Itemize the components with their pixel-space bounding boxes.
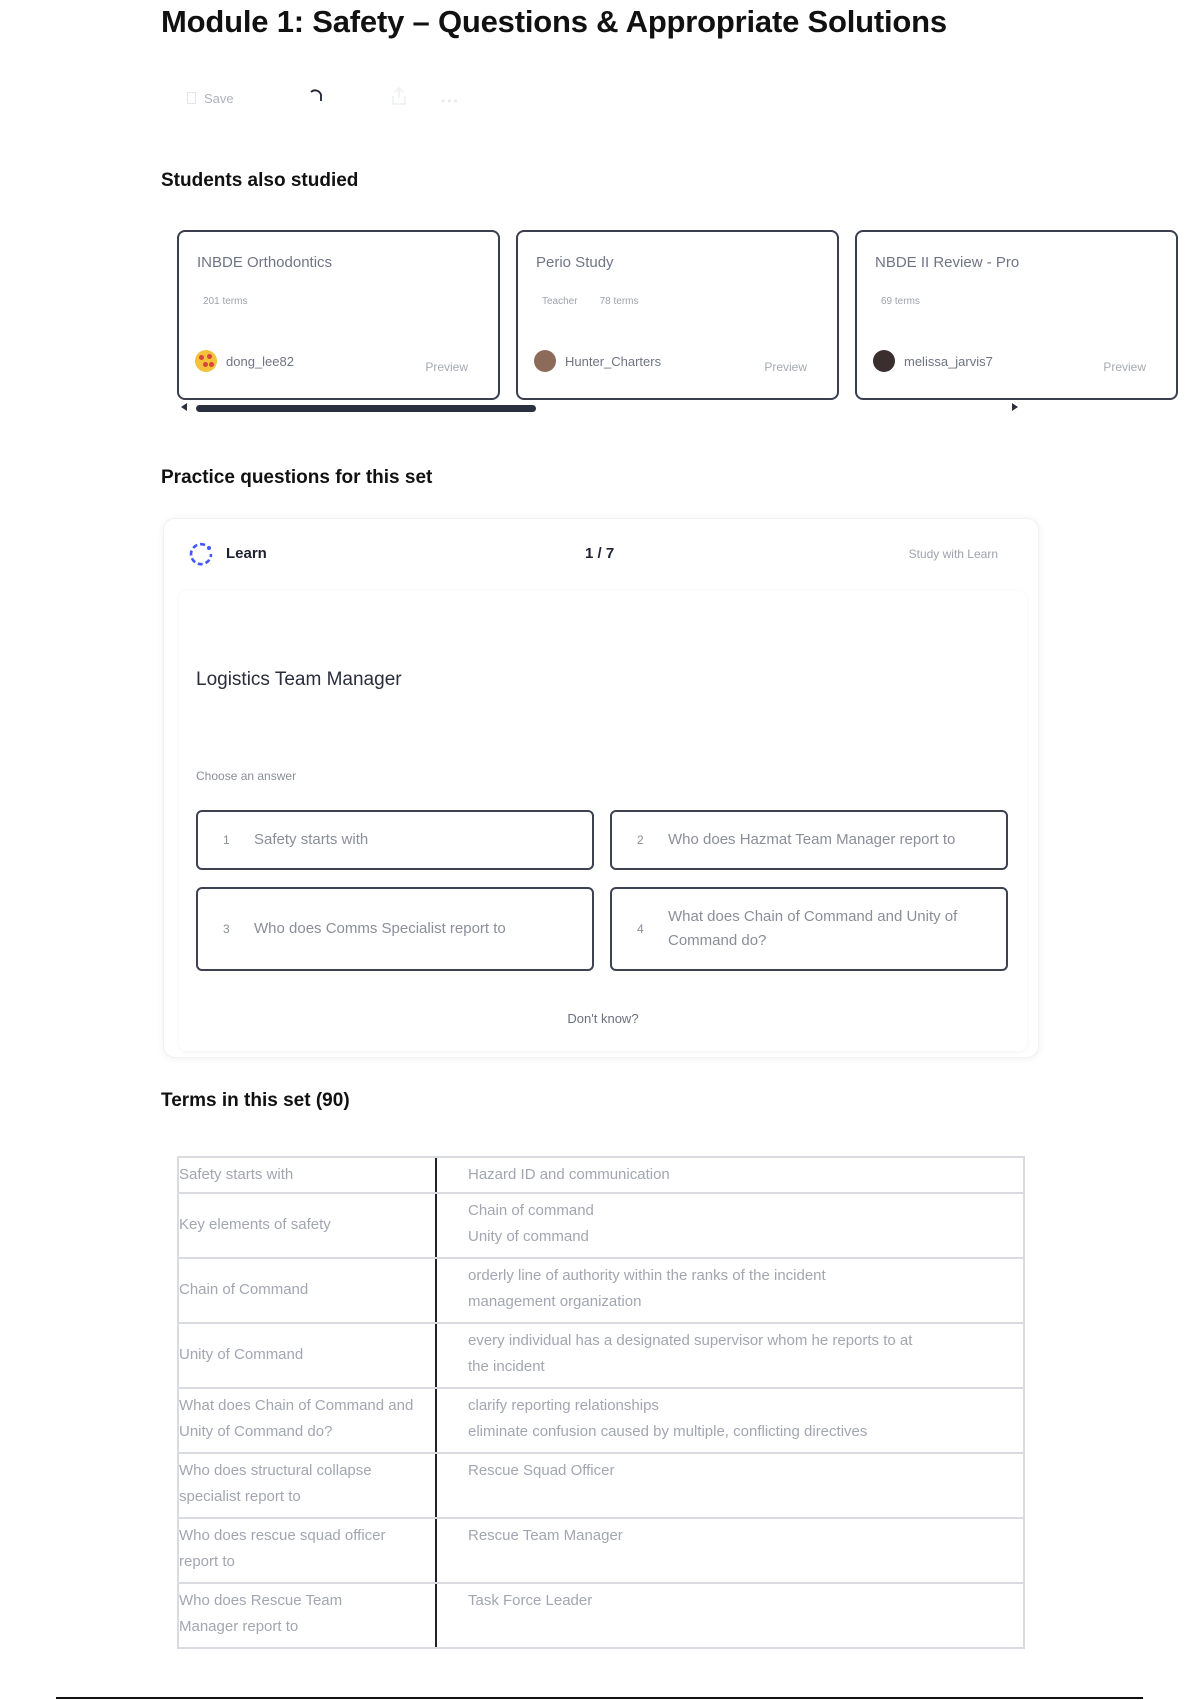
term-row xyxy=(177,1389,1025,1454)
set-toolbar xyxy=(183,86,460,110)
avatar xyxy=(534,350,556,372)
term-row xyxy=(177,1194,1025,1259)
scroll-left-icon[interactable] xyxy=(181,403,187,411)
option-number: 4 xyxy=(637,922,644,936)
answer-option-2[interactable] xyxy=(610,810,1008,870)
preview-button[interactable]: Preview xyxy=(764,360,807,374)
terms-heading: Terms in this set (90) xyxy=(161,1090,350,1111)
scroll-right-icon[interactable] xyxy=(1012,403,1018,411)
share-icon[interactable] xyxy=(390,86,408,106)
term-definition: Task Force Leader xyxy=(468,1592,593,1609)
term-word: Who does rescue squad officer report to xyxy=(179,1519,437,1582)
card-meta xyxy=(881,296,920,307)
study-set-card[interactable] xyxy=(516,230,839,400)
students-also-studied-heading: Students also studied xyxy=(161,170,359,191)
carousel-scrollbar[interactable] xyxy=(196,405,536,412)
term-count: 69 terms xyxy=(881,296,920,307)
term-word: Chain of Command xyxy=(179,1259,437,1322)
term-word: Key elements of safety xyxy=(179,1194,437,1257)
teacher-badge: Teacher xyxy=(542,296,578,307)
save-label: Save xyxy=(204,90,234,106)
study-set-card[interactable] xyxy=(177,230,500,400)
choose-answer-label: Choose an answer xyxy=(196,769,297,783)
avatar xyxy=(873,350,895,372)
save-button[interactable] xyxy=(183,91,238,106)
option-text: Who does Comms Specialist report to xyxy=(254,920,506,937)
term-word: Who does structural collapse specialist report to xyxy=(179,1454,437,1517)
term-count: 201 terms xyxy=(203,296,248,307)
term-word: Who does Rescue Team Manager report to xyxy=(179,1584,437,1647)
card-title: Perio Study xyxy=(536,254,614,271)
username: Hunter_Charters xyxy=(565,353,662,369)
option-number: 3 xyxy=(223,922,230,936)
term-word: Safety starts with xyxy=(179,1158,437,1192)
bookmark-icon xyxy=(187,92,196,104)
term-definition: Rescue Squad Officer xyxy=(468,1462,615,1479)
option-text: Safety starts with xyxy=(254,831,369,848)
term-word: Unity of Command xyxy=(179,1324,437,1387)
practice-questions-heading: Practice questions for this set xyxy=(161,467,433,488)
learn-icon xyxy=(188,541,214,567)
term-definition: every individual has a designated supervisor whom he reports to at the incident xyxy=(468,1332,913,1375)
answer-option-4[interactable] xyxy=(610,887,1008,971)
answer-option-1[interactable] xyxy=(196,810,594,870)
question-card xyxy=(179,591,1027,1051)
preview-button[interactable]: Preview xyxy=(1103,360,1146,374)
page-divider xyxy=(56,1697,1143,1699)
dont-know-button[interactable]: Don't know? xyxy=(567,1011,639,1026)
question-progress: 1 / 7 xyxy=(585,545,615,562)
username: dong_lee82 xyxy=(226,353,294,369)
option-text: Who does Hazmat Team Manager report to xyxy=(668,831,956,848)
study-set-card[interactable] xyxy=(855,230,1178,400)
card-title: INBDE Orthodontics xyxy=(197,254,333,271)
learn-panel xyxy=(163,518,1039,1058)
term-definition: orderly line of authority within the ranks of the incident management organization xyxy=(468,1267,826,1310)
more-options-icon[interactable]: ••• xyxy=(441,94,460,108)
term-definition: Chain of command Unity of command xyxy=(468,1202,594,1245)
term-count: 78 terms xyxy=(599,296,639,307)
page-title: Module 1: Safety – Questions & Appropriate Solutions xyxy=(161,4,947,39)
option-number: 2 xyxy=(637,833,644,847)
question-term: Logistics Team Manager xyxy=(196,669,402,690)
card-meta xyxy=(203,296,247,307)
card-author[interactable] xyxy=(534,350,661,372)
option-text: What does Chain of Command and Unity of Command do? xyxy=(668,908,958,949)
answer-option-3[interactable] xyxy=(196,887,594,971)
term-row xyxy=(177,1519,1025,1584)
term-definition: clarify reporting relationships eliminate confusion caused by multiple, conflicting directives xyxy=(468,1397,868,1440)
terms-table xyxy=(177,1156,1025,1649)
option-number: 1 xyxy=(223,833,230,847)
term-row xyxy=(177,1454,1025,1519)
term-row xyxy=(177,1259,1025,1324)
study-with-learn-link[interactable]: Study with Learn xyxy=(908,547,998,561)
learn-label: Learn xyxy=(226,545,267,562)
term-definition: Rescue Team Manager xyxy=(468,1527,623,1544)
card-title: NBDE II Review - Pro xyxy=(875,254,1020,271)
term-row xyxy=(177,1584,1025,1649)
term-word: What does Chain of Command and Unity of Command do? xyxy=(179,1389,437,1452)
term-row xyxy=(177,1324,1025,1389)
loading-spinner-icon xyxy=(308,88,324,104)
card-author[interactable] xyxy=(873,350,993,372)
term-row xyxy=(177,1156,1025,1194)
studied-sets-carousel xyxy=(177,230,1146,415)
card-author[interactable] xyxy=(195,350,294,372)
card-meta xyxy=(542,296,638,307)
username: melissa_jarvis7 xyxy=(904,353,993,369)
term-definition: Hazard ID and communication xyxy=(468,1166,670,1183)
preview-button[interactable]: Preview xyxy=(425,360,468,374)
avatar xyxy=(195,350,217,372)
